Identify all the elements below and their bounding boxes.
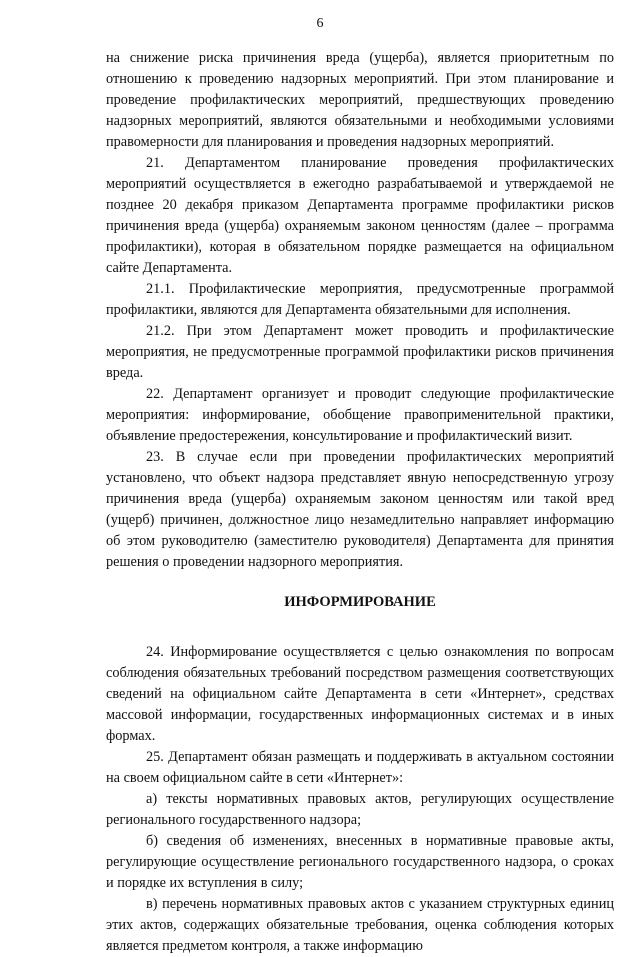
paragraph-continuation: на снижение риска причинения вреда (ущерба), является приоритетным по отношению к проведению надзорных мероприятий. При этом планирование и проведение профилактических мероприятий, предшествующих проведению надзорных мероприятий, являются обязательными и необходимыми условиями правомерности для планирования и проведения надзорных мероприятий. (106, 50, 614, 150)
paragraph-22: 22. Департамент организует и проводит следующие профилактические мероприятия: информирование, обобщение правоприменительной практики, объявление предостережения, консультирование и профилактический визит. (106, 386, 614, 444)
document-body (106, 48, 614, 957)
list-item-v: в) перечень нормативных правовых актов с указанием структурных единиц этих актов, содержащих обязательные требования, оценка соблюдения которых является предметом контроля, а также информацию (106, 896, 614, 954)
paragraph-24: 24. Информирование осуществляется с целью ознакомления по вопросам соблюдения обязательных требований посредством размещения соответствующих сведений на официальном сайте Департамента в сети «Интернет», средствах массовой информации, государственных информационных системах и в иных формах. (106, 644, 614, 744)
paragraph-21-1: 21.1. Профилактические мероприятия, предусмотренные программой профилактики, являются для Департамента обязательными для исполнения. (106, 281, 614, 318)
paragraph-25: 25. Департамент обязан размещать и поддерживать в актуальном состоянии на своем официальном сайте в сети «Интернет»: (106, 749, 614, 786)
page-number: 6 (316, 16, 324, 31)
paragraph-21-2: 21.2. При этом Департамент может проводить и профилактические мероприятия, не предусмотренные программой профилактики рисков причинения вреда. (106, 323, 614, 381)
section-heading: ИНФОРМИРОВАНИЕ (284, 594, 436, 610)
paragraph-23: 23. В случае если при проведении профилактических мероприятий установлено, что объект надзора представляет явную непосредственную угрозу причинения вреда (ущерба) охраняемым законом ценностям или такой вред (ущерб) причинен, должностное лицо незамедлительно направляет информацию об этом руководителю (заместителю руководителя) Департамента для принятия решения о проведении надзорного мероприятия. (106, 449, 614, 570)
list-item-a: а) тексты нормативных правовых актов, регулирующих осуществление регионального государственного надзора; (106, 791, 614, 828)
paragraph-21: 21. Департаментом планирование проведения профилактических мероприятий осуществляется в ежегодно разрабатываемой и утверждаемой не позднее 20 декабря приказом Департамента программе профилактики рисков причинения вреда (ущерба) охраняемым законом ценностям (далее – программа профилактики), которая в обязательном порядке размещается на официальном сайте Департамента. (106, 155, 614, 276)
list-item-b: б) сведения об изменениях, внесенных в нормативные правовые акты, регулирующие осуществление регионального государственного надзора, о сроках и порядке их вступления в силу; (106, 833, 614, 891)
